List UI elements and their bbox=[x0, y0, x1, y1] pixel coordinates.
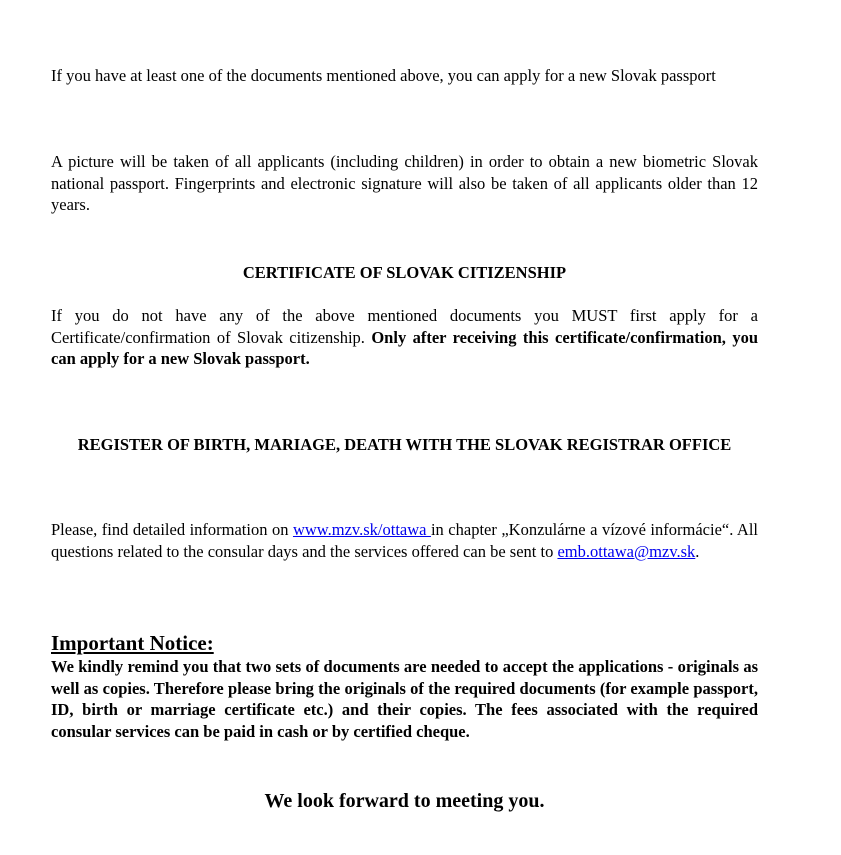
register-paragraph bbox=[51, 519, 758, 562]
website-link[interactable]: www.mzv.sk/ottawa bbox=[292, 520, 431, 539]
register-end-punctuation: . bbox=[695, 541, 700, 561]
register-heading: REGISTER OF BIRTH, MARIAGE, DEATH WITH THE SLOVAK REGISTRAR OFFICE bbox=[77, 435, 732, 454]
certificate-text: If you do not have any of the above mentioned documents you MUST first apply for a Certificate/confirmation of Slovak citizenship. bbox=[51, 306, 758, 347]
important-notice-text: We kindly remind you that two sets of documents are needed to accept the applications - originals as well as copies. Therefore please bring the originals of the required documents (for example passport, ID, birth or marriage certificate etc.) and their copies. The fees associated with the required consular services can be paid in cash or by certified cheque. bbox=[51, 657, 758, 741]
passport-eligibility-paragraph: If you have at least one of the documents mentioned above, you can apply for a new Slovak passport bbox=[51, 66, 716, 85]
closing-message: We look forward to meeting you. bbox=[264, 790, 545, 812]
register-chapter-text: in chapter „Konzulárne a vízové informácie“. All questions related to the consular days and the services offered can be sent to bbox=[51, 520, 759, 561]
important-notice-title: Important Notice: bbox=[51, 631, 214, 655]
certificate-heading: CERTIFICATE OF SLOVAK CITIZENSHIP bbox=[242, 263, 567, 282]
certificate-paragraph bbox=[51, 305, 758, 370]
certificate-bold-text: Only after receiving this certificate/confirmation, you can apply for a new Slovak passport. bbox=[51, 327, 758, 368]
biometric-paragraph: A picture will be taken of all applicants (including children) in order to obtain a new biometric Slovak national passport. Fingerprints and electronic signature will also be taken of all applicants older than 12 years. bbox=[51, 152, 758, 214]
email-link[interactable]: emb.ottawa@mzv.sk bbox=[557, 541, 696, 561]
register-intro-text: Please, find detailed information on bbox=[51, 520, 293, 539]
